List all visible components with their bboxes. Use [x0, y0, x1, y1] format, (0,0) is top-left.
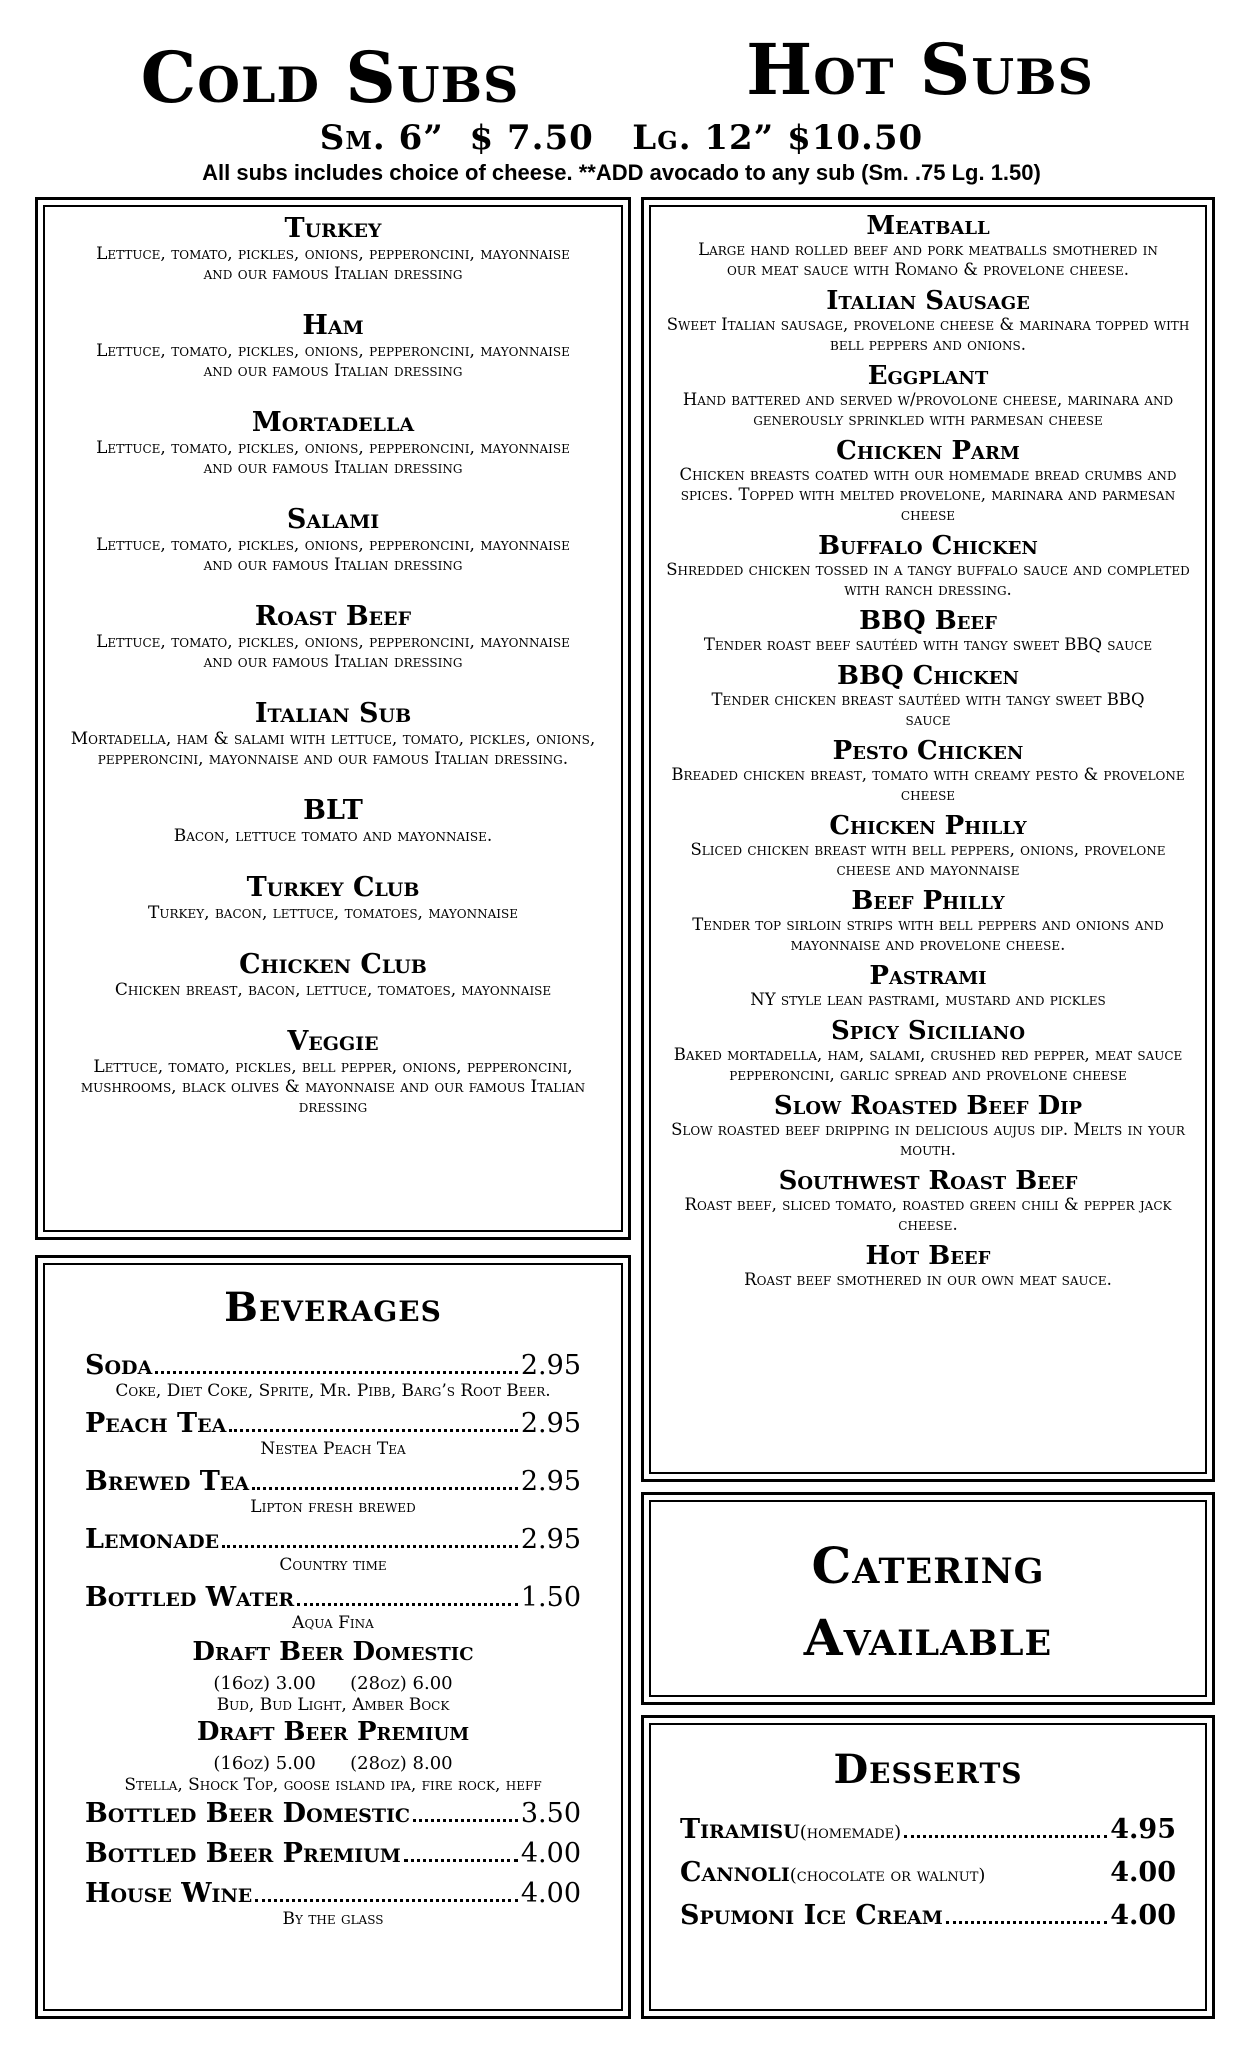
draft-premium-sizes: (16oz) 5.00 (28oz) 8.00: [213, 1753, 453, 1774]
item-description: Shredded chicken tossed in a tangy buffalo sauce and completed with ranch dressing.: [666, 560, 1190, 599]
item-name: Hot Beef: [865, 1241, 991, 1271]
item-name: Roast Beef: [254, 601, 412, 632]
menu-item: [651, 1017, 1205, 1085]
menu-item: [651, 962, 1205, 1010]
beverage-house-wine: [85, 1879, 581, 1909]
hot-subs-title: Hot Subs: [746, 28, 1094, 111]
menu-item: [45, 873, 621, 923]
draft-domestic-heading: Draft Beer Domestic: [192, 1637, 474, 1667]
item-description: Lettuce, tomato, pickles, onions, pepperoncini, mayonnaise and our famous Italian dressing: [96, 535, 570, 575]
subs-note: All subs includes choice of cheese. **ADD avocado to any sub (Sm. .75 Lg. 1.50): [202, 160, 1041, 185]
catering-heading: [641, 1530, 1215, 1674]
item-name: Tiramisu: [680, 1814, 800, 1845]
item-name: BLT: [303, 795, 363, 826]
menu-item: [45, 699, 621, 769]
item-name: Slow Roasted Beef Dip: [773, 1091, 1083, 1121]
dot-leader: [155, 1371, 518, 1374]
item-description: Lettuce, tomato, pickles, bell pepper, onions, pepperoncini, mushrooms, black olives & mayonnaise and our famous Italian dressing: [80, 1057, 586, 1117]
item-description: Lettuce, tomato, pickles, onions, pepperoncini, mayonnaise and our famous Italian dressing: [96, 244, 570, 284]
item-name: BBQ Beef: [859, 606, 997, 636]
item-description: Lipton fresh brewed: [250, 1497, 416, 1517]
menu-item: [45, 796, 621, 846]
item-description: By the glass: [282, 1909, 384, 1929]
item-description: Sweet Italian sausage, provelone cheese & marinara topped with bell peppers and onions.: [666, 315, 1190, 354]
item-price: 4.00: [520, 1878, 581, 1909]
dot-leader: [222, 1545, 518, 1548]
beverages-section: [85, 1283, 581, 1937]
item-description: Country time: [279, 1555, 387, 1575]
desserts-title: Desserts: [833, 1746, 1023, 1793]
menu-item: [651, 607, 1205, 655]
item-description: Roast beef, sliced tomato, roasted green chili & pepper jack cheese.: [684, 1195, 1172, 1234]
item-description: Lettuce, tomato, pickles, onions, pepperoncini, mayonnaise and our famous Italian dressing: [96, 438, 570, 478]
item-name: Bottled Water: [85, 1582, 295, 1613]
item-name: Spicy Siciliano: [830, 1016, 1026, 1046]
item-description: Tender roast beef sautéed with tangy sweet BBQ sauce: [703, 635, 1153, 654]
item-description: Turkey, bacon, lettuce, tomatoes, mayonnaise: [148, 903, 518, 923]
item-name: Mortadella: [251, 407, 415, 438]
item-name: Pesto Chicken: [832, 736, 1024, 766]
dot-leader: [946, 1921, 1107, 1924]
item-description: Lettuce, tomato, pickles, onions, pepperoncini, mayonnaise and our famous Italian dressing: [96, 632, 570, 672]
dot-leader: [297, 1603, 518, 1606]
menu-item: [45, 1027, 621, 1117]
menu-item: [651, 662, 1205, 730]
menu-item: [45, 505, 621, 575]
menu-item: [651, 1167, 1205, 1235]
item-description: Stella, Shock Top, goose island ipa, fire rock, heff: [124, 1775, 542, 1795]
beverage-bottled-premium: [85, 1839, 581, 1869]
beverage-lemonade: [85, 1525, 581, 1555]
menu-item: [651, 737, 1205, 805]
dot-leader: [413, 1819, 518, 1822]
item-price: 4.00: [1110, 1857, 1176, 1888]
dot-leader: [255, 1899, 518, 1902]
item-name: Cannoli: [680, 1857, 790, 1888]
item-name: Meatball: [866, 211, 990, 241]
menu-item: [651, 362, 1205, 430]
item-name: Buffalo Chicken: [818, 531, 1038, 561]
item-description: Sliced chicken breast with bell peppers, onions, provelone cheese and mayonnaise: [690, 840, 1166, 879]
item-note: (homemade): [799, 1822, 902, 1843]
item-price: 4.95: [1110, 1814, 1176, 1845]
item-name: Brewed Tea: [85, 1466, 250, 1497]
sizes-price-line: Sm. 6” $ 7.50 Lg. 12” $10.50: [319, 118, 924, 158]
menu-item: [651, 437, 1205, 525]
beverage-water: [85, 1583, 581, 1613]
dessert-cannoli: [680, 1858, 1176, 1891]
menu-item: [651, 1242, 1205, 1290]
draft-premium-heading: Draft Beer Premium: [196, 1717, 470, 1747]
item-description: Bacon, lettuce tomato and mayonnaise.: [173, 826, 493, 846]
item-description: Lettuce, tomato, pickles, onions, pepperoncini, mayonnaise and our famous Italian dressing: [96, 341, 570, 381]
item-name: Chicken Club: [239, 949, 427, 980]
catering-line-2: Available: [803, 1608, 1053, 1667]
menu-item: [651, 532, 1205, 600]
item-description: Large hand rolled beef and pork meatballs smothered in our meat sauce with Romano & provelone cheese.: [698, 240, 1158, 279]
item-name: Bottled Beer Premium: [85, 1838, 401, 1869]
draft-domestic-sizes: (16oz) 3.00 (28oz) 6.00: [213, 1673, 453, 1694]
menu-item: [651, 212, 1205, 280]
catering-line-1: Catering: [811, 1536, 1045, 1595]
item-name: Lemonade: [85, 1524, 220, 1555]
item-name: House Wine: [85, 1878, 253, 1909]
item-description: Tender chicken breast sautéed with tangy sweet BBQ sauce: [711, 690, 1145, 729]
item-name: Southwest Roast Beef: [778, 1166, 1078, 1196]
item-name: Pastrami: [869, 961, 987, 991]
menu-item: [45, 311, 621, 381]
desserts-section: [680, 1745, 1176, 1941]
dot-leader: [404, 1859, 518, 1862]
item-description: Chicken breast, bacon, lettuce, tomatoes, mayonnaise: [114, 980, 552, 1000]
beverage-bottled-domestic: [85, 1799, 581, 1829]
menu-item: [45, 214, 621, 284]
menu-item: [651, 812, 1205, 880]
beverages-title: Beverages: [224, 1284, 442, 1331]
item-price: 3.50: [520, 1798, 581, 1829]
item-price: 2.95: [520, 1524, 581, 1555]
item-price: 4.00: [1110, 1900, 1176, 1931]
item-description: Hand battered and served w/provolone cheese, marinara and generously sprinkled with parmesan cheese: [682, 390, 1174, 429]
beverage-peach-tea: [85, 1409, 581, 1439]
item-description: Aqua Fina: [292, 1613, 374, 1633]
item-name: Spumoni Ice Cream: [680, 1900, 943, 1931]
item-name: Veggie: [287, 1026, 379, 1057]
item-description: Baked mortadella, ham, salami, crushed red pepper, meat sauce pepperoncini, garlic spread and provelone cheese: [673, 1045, 1183, 1084]
hot-subs-list: [651, 212, 1205, 1297]
item-description: Roast beef smothered in our own meat sauce.: [744, 1270, 1112, 1289]
menu-item: [45, 950, 621, 1000]
item-description: NY style lean pastrami, mustard and pickles: [750, 990, 1106, 1009]
cold-subs-title: Cold Subs: [140, 36, 520, 119]
item-name: Salami: [286, 504, 380, 535]
item-name: Chicken Parm: [836, 436, 1020, 466]
item-description: Slow roasted beef dripping in delicious aujus dip. Melts in your mouth.: [671, 1120, 1185, 1159]
item-name: Italian Sub: [254, 698, 412, 729]
item-price: 2.95: [520, 1466, 581, 1497]
item-description: Nestea Peach Tea: [260, 1439, 406, 1459]
dot-leader: [252, 1487, 518, 1490]
item-name: Peach Tea: [85, 1408, 227, 1439]
item-name: Turkey: [284, 213, 382, 244]
item-name: Ham: [302, 310, 364, 341]
item-description: Mortadella, ham & salami with lettuce, tomato, pickles, onions, pepperoncini, mayonnaise and our famous Italian dressing.: [70, 729, 596, 769]
item-description: Tender top sirloin strips with bell peppers and onions and mayonnaise and provelone cheese.: [692, 915, 1164, 954]
item-description: Coke, Diet Coke, Sprite, Mr. Pibb, Barg’s Root Beer.: [115, 1381, 551, 1401]
beverage-soda: [85, 1351, 581, 1381]
item-name: Turkey Club: [246, 872, 420, 903]
item-note: (chocolate or walnut): [789, 1865, 986, 1886]
menu-item: [651, 1092, 1205, 1160]
beverage-brewed-tea: [85, 1467, 581, 1497]
item-name: Soda: [85, 1350, 153, 1381]
item-price: 2.95: [520, 1408, 581, 1439]
menu-item: [45, 602, 621, 672]
item-price: 4.00: [520, 1838, 581, 1869]
item-name: Beef Philly: [851, 886, 1005, 916]
item-price: 1.50: [520, 1582, 581, 1613]
item-name: Bottled Beer Domestic: [85, 1798, 411, 1829]
dessert-tiramisu: [680, 1815, 1176, 1848]
item-price: 2.95: [520, 1350, 581, 1381]
dessert-spumoni: [680, 1901, 1176, 1931]
menu-item: [651, 887, 1205, 955]
item-name: Italian Sausage: [826, 286, 1030, 316]
dot-leader: [229, 1429, 518, 1432]
item-name: Eggplant: [867, 361, 989, 391]
item-description: Bud, Bud Light, Amber Bock: [216, 1695, 450, 1715]
item-name: BBQ Chicken: [837, 661, 1019, 691]
cold-subs-list: [45, 214, 621, 1144]
item-description: Chicken breasts coated with our homemade bread crumbs and spices. Topped with melted provelone, marinara and parmesan cheese: [679, 465, 1177, 524]
item-description: Breaded chicken breast, tomato with creamy pesto & provelone cheese: [671, 765, 1185, 804]
menu-item: [45, 408, 621, 478]
item-name: Chicken Philly: [829, 811, 1027, 841]
menu-item: [651, 287, 1205, 355]
dot-leader: [904, 1835, 1107, 1838]
